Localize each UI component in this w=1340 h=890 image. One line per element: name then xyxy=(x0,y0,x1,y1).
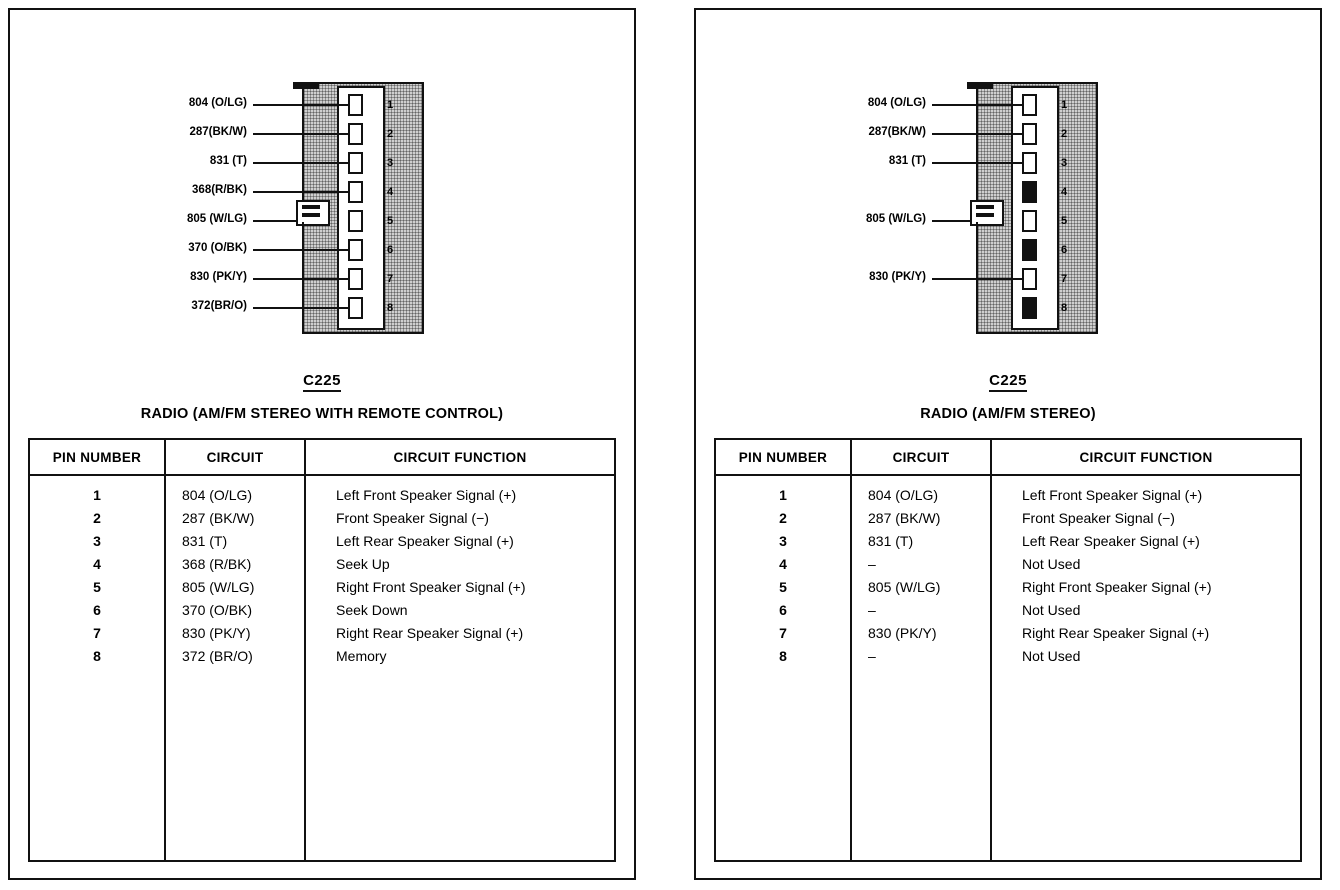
table-row: 2 xyxy=(779,510,787,526)
table-row: 3 xyxy=(93,533,101,549)
connector-latch-bar-2 xyxy=(976,213,994,217)
pin-slot-2 xyxy=(348,123,363,145)
table-row: Memory xyxy=(336,648,387,664)
wire-label-8: 372(BR/O) xyxy=(191,300,247,312)
pin-table-header-left xyxy=(30,440,614,476)
table-row: Seek Up xyxy=(336,556,390,572)
pin-number-4: 4 xyxy=(1061,186,1068,198)
table-row: 368 (R/BK) xyxy=(182,556,252,572)
connector-illustration-left xyxy=(10,10,634,360)
wire-label-3: 831 (T) xyxy=(209,155,247,167)
header-circuit-function: CIRCUIT FUNCTION xyxy=(1079,449,1213,465)
table-row: 287 (BK/W) xyxy=(182,510,255,526)
pin-slot-6 xyxy=(348,239,363,261)
wire-lead-1 xyxy=(932,104,1022,106)
table-row: 830 (PK/Y) xyxy=(182,625,251,641)
table-row: – xyxy=(868,648,876,664)
table-row: 370 (O/BK) xyxy=(182,602,253,618)
pin-table-body-right xyxy=(716,476,1300,860)
table-row: Right Front Speaker Signal (+) xyxy=(336,579,526,595)
table-row: Not Used xyxy=(1022,648,1081,664)
pin-slot-2 xyxy=(1022,123,1037,145)
table-row: Left Front Speaker Signal (+) xyxy=(336,487,517,503)
harness-edge-lower xyxy=(302,222,304,330)
pin-number-2: 2 xyxy=(387,128,394,140)
pin-number-1: 1 xyxy=(387,99,394,111)
pin-number-2: 2 xyxy=(1061,128,1068,140)
panel-radio-remote-control xyxy=(8,8,636,880)
wire-lead-5 xyxy=(932,220,970,222)
header-pin-number: PIN NUMBER xyxy=(30,440,166,474)
connector-id-text: C225 xyxy=(989,372,1027,392)
table-row: Seek Down xyxy=(336,602,408,618)
wire-label-7: 830 (PK/Y) xyxy=(190,271,247,283)
pin-table-right xyxy=(714,438,1302,862)
wire-lead-3 xyxy=(253,162,348,164)
wire-label-3: 831 (T) xyxy=(888,155,926,167)
table-row: Right Front Speaker Signal (+) xyxy=(1022,579,1212,595)
wire-label-6: 370 (O/BK) xyxy=(188,242,247,254)
pin-number-6: 6 xyxy=(1061,244,1068,256)
pin-number-6: 6 xyxy=(387,244,394,256)
column-pin-number xyxy=(716,476,852,860)
connector-title-right: RADIO (AM/FM STEREO) xyxy=(920,406,1096,422)
wire-label-5: 805 (W/LG) xyxy=(186,213,247,225)
pin-slot-8 xyxy=(348,297,363,319)
pin-slot-8-unused xyxy=(1022,297,1037,319)
table-row: Left Rear Speaker Signal (+) xyxy=(336,533,514,549)
connector-keying-tab xyxy=(293,82,319,89)
table-row: 7 xyxy=(93,625,101,641)
pin-slot-3 xyxy=(348,152,363,174)
table-row: 3 xyxy=(779,533,787,549)
table-row: 6 xyxy=(93,602,101,618)
pin-number-8: 8 xyxy=(1061,302,1068,314)
pin-table-left xyxy=(28,438,616,862)
pin-number-7: 7 xyxy=(387,273,394,285)
pin-slot-7 xyxy=(348,268,363,290)
table-row: 4 xyxy=(93,556,101,572)
header-circuit-function: CIRCUIT FUNCTION xyxy=(393,449,527,465)
table-row: 8 xyxy=(93,648,101,664)
table-row: Left Rear Speaker Signal (+) xyxy=(1022,533,1200,549)
column-pin-number xyxy=(30,476,166,860)
wire-label-1: 804 (O/LG) xyxy=(867,97,926,109)
column-circuit xyxy=(852,476,992,860)
table-row: Not Used xyxy=(1022,556,1081,572)
column-circuit-function xyxy=(992,476,1300,860)
wire-label-7: 830 (PK/Y) xyxy=(869,271,926,283)
header-circuit: CIRCUIT xyxy=(852,440,992,474)
table-row: 831 (T) xyxy=(182,533,228,549)
table-row: Front Speaker Signal (−) xyxy=(1022,510,1175,526)
wire-label-1: 804 (O/LG) xyxy=(188,97,247,109)
table-row: 5 xyxy=(93,579,101,595)
pin-slot-5 xyxy=(1022,210,1037,232)
table-row: 287 (BK/W) xyxy=(868,510,941,526)
table-row: Right Rear Speaker Signal (+) xyxy=(336,625,524,641)
pin-number-3: 3 xyxy=(1061,157,1068,169)
pin-number-1: 1 xyxy=(1061,99,1068,111)
pin-slot-7 xyxy=(1022,268,1037,290)
wire-lead-3 xyxy=(932,162,1022,164)
table-row: 8 xyxy=(779,648,787,664)
table-row: 804 (O/LG) xyxy=(868,487,939,503)
table-row: – xyxy=(868,602,876,618)
table-row: 372 (BR/O) xyxy=(182,648,253,664)
pin-table-header-right xyxy=(716,440,1300,476)
connector-latch-bar xyxy=(302,205,320,209)
table-row: 804 (O/LG) xyxy=(182,487,253,503)
pin-slot-3 xyxy=(1022,152,1037,174)
table-row: 1 xyxy=(93,487,101,503)
wire-label-2: 287(BK/W) xyxy=(868,126,926,138)
pin-number-3: 3 xyxy=(387,157,394,169)
wire-lead-4 xyxy=(253,191,348,193)
table-row: Front Speaker Signal (−) xyxy=(336,510,489,526)
wire-lead-7 xyxy=(253,278,348,280)
connector-id-left xyxy=(10,372,634,389)
table-row: 6 xyxy=(779,602,787,618)
wire-lead-6 xyxy=(253,249,348,251)
table-row: 4 xyxy=(779,556,787,572)
wire-lead-8 xyxy=(253,307,348,309)
header-pin-number: PIN NUMBER xyxy=(716,440,852,474)
harness-edge-lower xyxy=(976,222,978,330)
table-row: 2 xyxy=(93,510,101,526)
table-row: 831 (T) xyxy=(868,533,914,549)
table-row: 7 xyxy=(779,625,787,641)
pin-table-body-left xyxy=(30,476,614,860)
connector-id-text: C225 xyxy=(303,372,341,392)
table-row: Right Rear Speaker Signal (+) xyxy=(1022,625,1210,641)
column-circuit xyxy=(166,476,306,860)
pin-number-5: 5 xyxy=(1061,215,1068,227)
wire-lead-7 xyxy=(932,278,1022,280)
wire-label-5: 805 (W/LG) xyxy=(865,213,926,225)
connector-latch-bar-2 xyxy=(302,213,320,217)
connector-id-right xyxy=(696,372,1320,389)
panel-radio-stereo xyxy=(694,8,1322,880)
pin-slot-1 xyxy=(1022,94,1037,116)
pin-slot-6-unused xyxy=(1022,239,1037,261)
connector-latch-bar xyxy=(976,205,994,209)
table-row: Left Front Speaker Signal (+) xyxy=(1022,487,1203,503)
pin-number-4: 4 xyxy=(387,186,394,198)
wire-lead-5 xyxy=(253,220,296,222)
table-row: 5 xyxy=(779,579,787,595)
table-row: 1 xyxy=(779,487,787,503)
connector-illustration-right xyxy=(696,10,1320,360)
table-row: Not Used xyxy=(1022,602,1081,618)
pin-slot-4-unused xyxy=(1022,181,1037,203)
table-row: 805 (W/LG) xyxy=(868,579,941,595)
wire-label-4: 368(R/BK) xyxy=(192,184,247,196)
pin-slot-1 xyxy=(348,94,363,116)
wire-label-2: 287(BK/W) xyxy=(189,126,247,138)
wire-lead-1 xyxy=(253,104,348,106)
connector-keying-tab xyxy=(967,82,993,89)
connector-title-left: RADIO (AM/FM STEREO WITH REMOTE CONTROL) xyxy=(140,406,504,422)
column-circuit-function xyxy=(306,476,614,860)
pin-slot-4 xyxy=(348,181,363,203)
pin-slot-5 xyxy=(348,210,363,232)
header-circuit: CIRCUIT xyxy=(166,440,306,474)
table-row: – xyxy=(868,556,876,572)
wire-lead-2 xyxy=(932,133,1022,135)
wire-lead-2 xyxy=(253,133,348,135)
table-row: 805 (W/LG) xyxy=(182,579,255,595)
pin-number-8: 8 xyxy=(387,302,394,314)
pin-number-7: 7 xyxy=(1061,273,1068,285)
table-row: 830 (PK/Y) xyxy=(868,625,937,641)
pin-number-5: 5 xyxy=(387,215,394,227)
